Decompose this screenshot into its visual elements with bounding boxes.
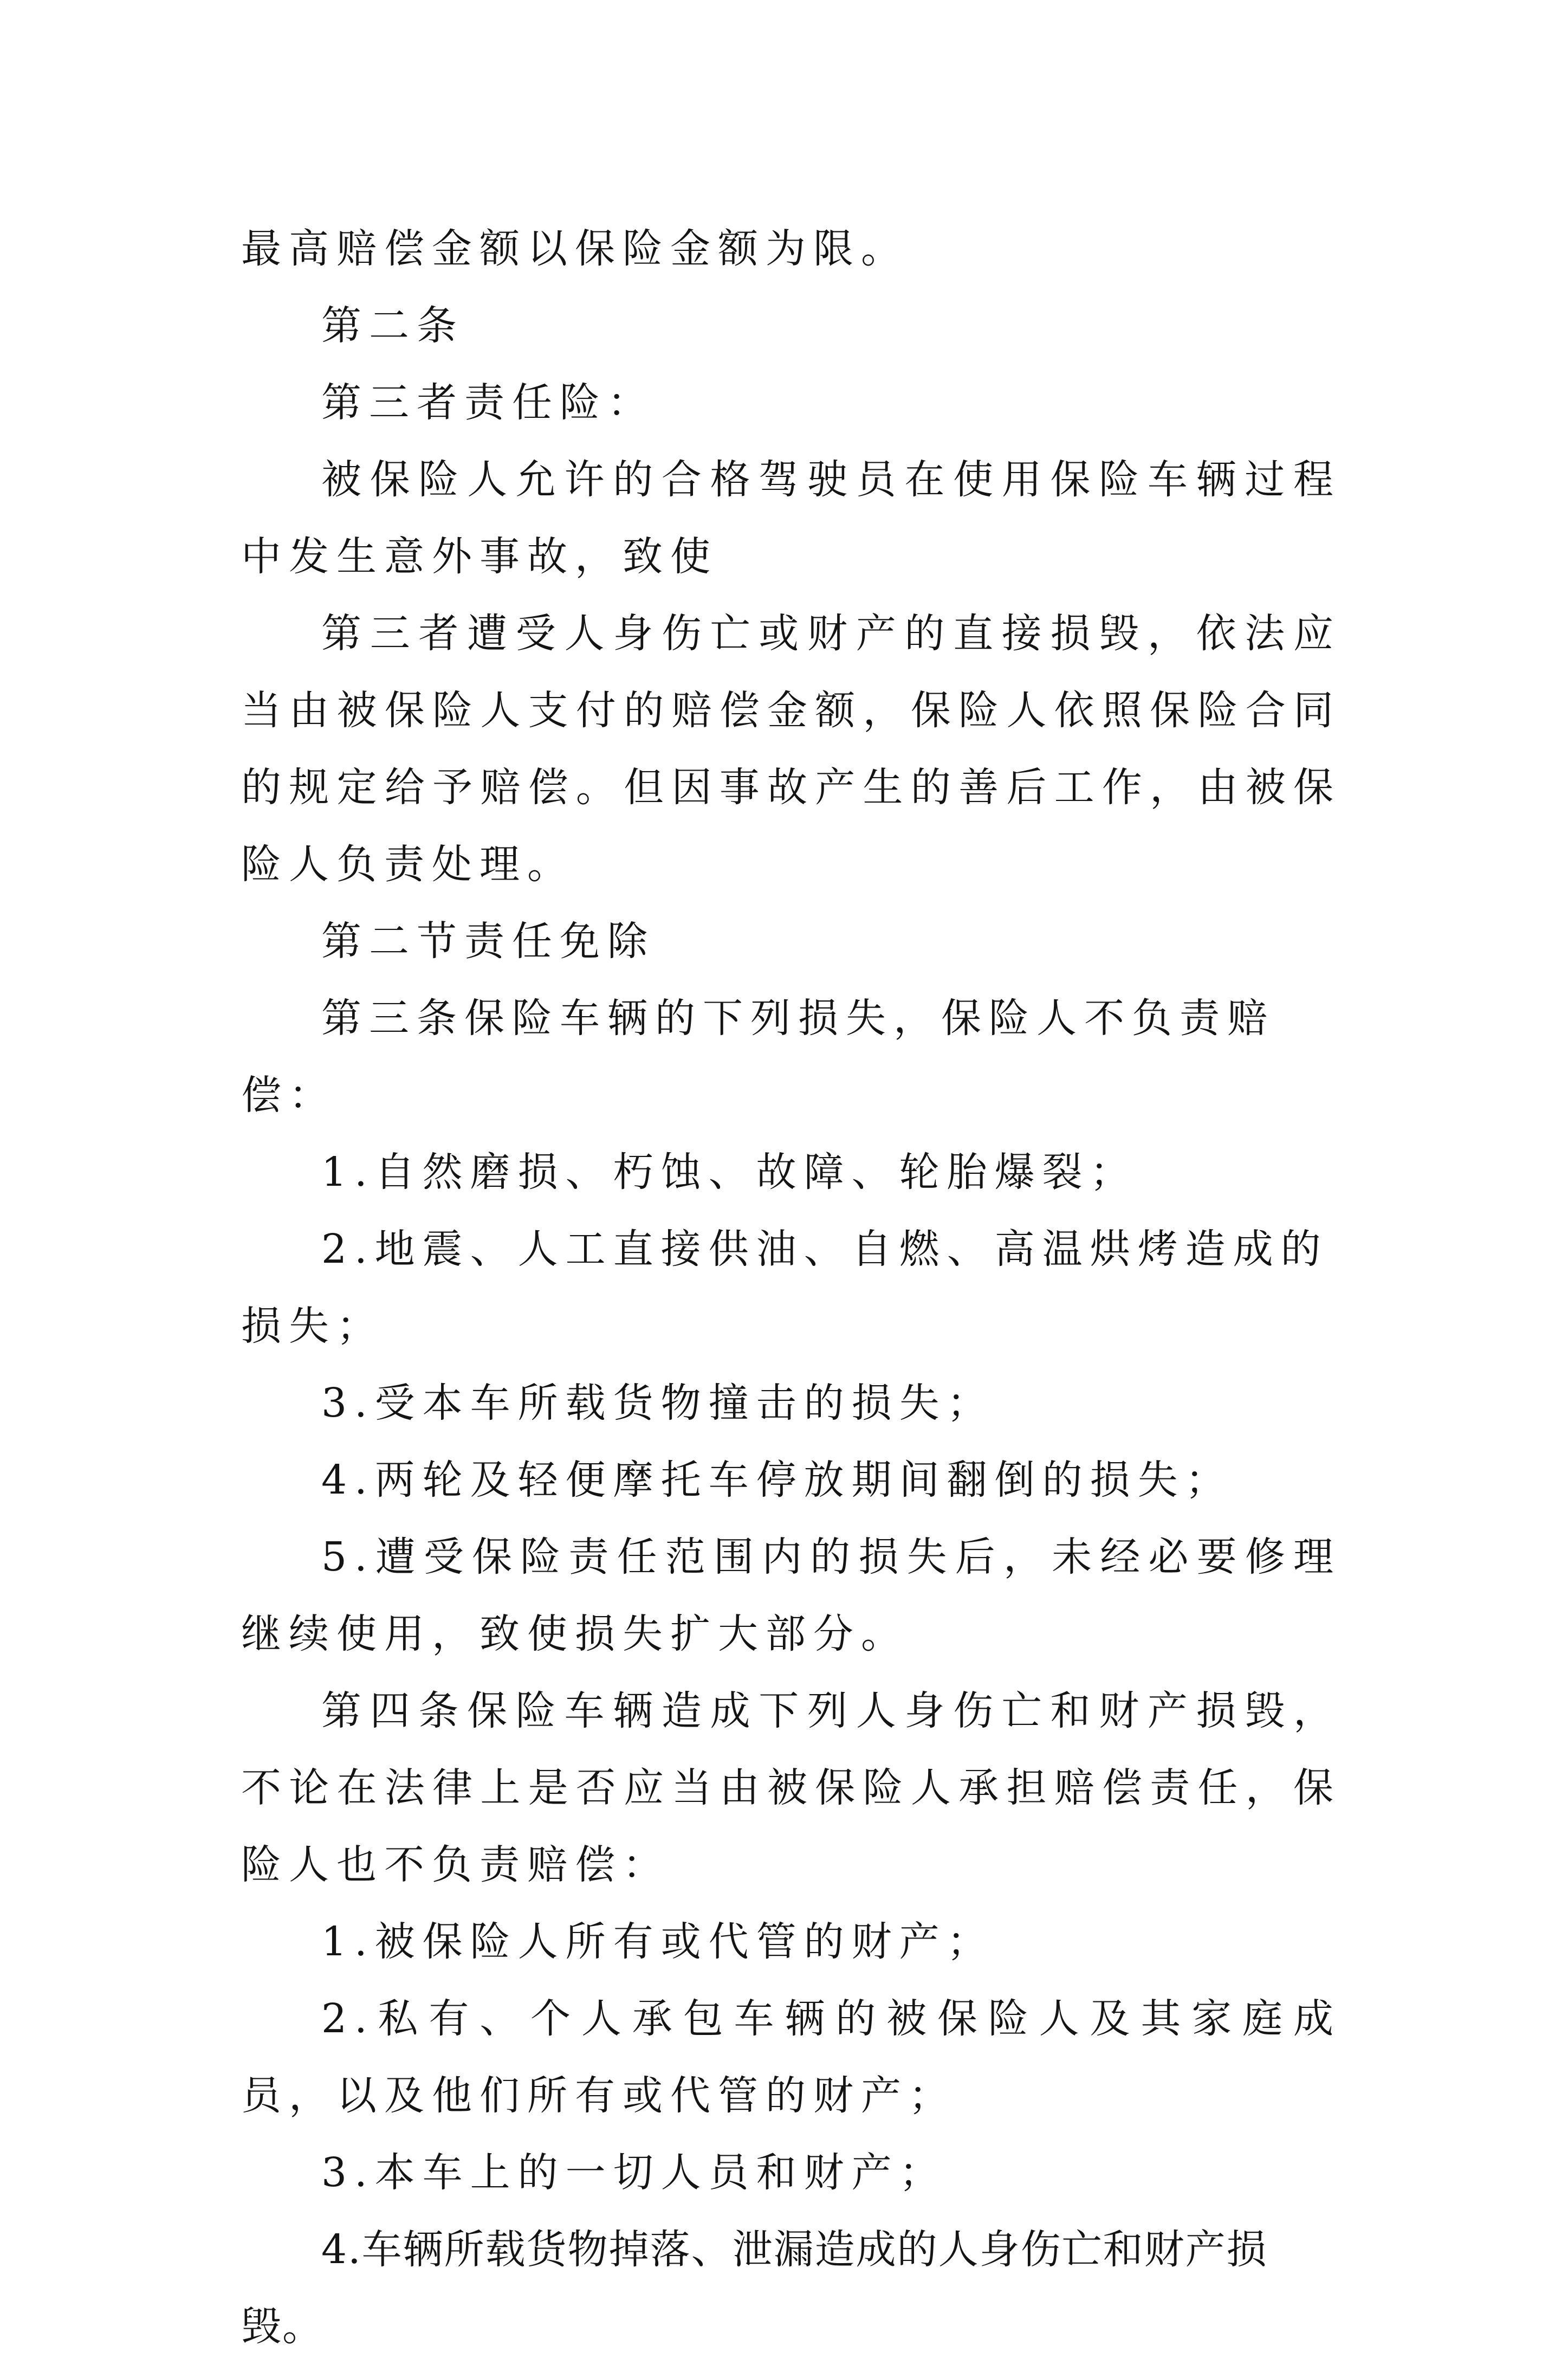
list-item-7: 2.私有、个人承包车辆的被保险人及其家庭成员，以及他们所有或代管的财产； — [241, 1995, 1341, 2119]
list-item-2: 2.地震、人工直接供油、自燃、高温烘烤造成的损失； — [241, 1226, 1329, 1349]
paragraph-7: 第三条保险车辆的下列损失，保险人不负责赔偿： — [241, 995, 1275, 1119]
list-item-6: 1.被保险人所有或代管的财产； — [321, 1918, 995, 1965]
list-item-8: 3.本车上的一切人员和财产； — [321, 2149, 947, 2196]
list-item-9: 4.车辆所载货物掉落、泄漏造成的人身伤亡和财产损毁。 — [241, 2226, 1268, 2350]
paragraph-2: 第二条 — [321, 302, 464, 349]
paragraph-1: 最高赔偿金额以保险金额为限。 — [241, 225, 909, 272]
list-item-5: 5.遭受保险责任范围内的损失后，未经必要修理继续使用，致使损失扩大部分。 — [241, 1534, 1341, 1657]
paragraph-6: 第二节责任免除 — [321, 918, 655, 965]
paragraph-8: 第四条保险车辆造成下列人身伤亡和财产损毁，不论在法律上是否应当由被保险人承担赔偿责任，保险人也不负责赔偿： — [241, 1688, 1341, 1888]
paragraph-3: 第三者责任险： — [321, 379, 655, 426]
paragraph-5: 第三者遭受人身伤亡或财产的直接损毁，依法应当由被保险人支付的赔偿金额，保险人依照保险合同的规定给予赔偿。但因事故产生的善后工作，由被保险人负责处理。 — [241, 610, 1341, 888]
document-page — [241, 210, 1341, 2365]
paragraph-4: 被保险人允许的合格驾驶员在使用保险车辆过程中发生意外事故，致使 — [241, 456, 1341, 580]
list-item-3: 3.受本车所载货物撞击的损失； — [321, 1380, 995, 1426]
list-item-1: 1.自然磨损、朽蚀、故障、轮胎爆裂； — [321, 1149, 1138, 1196]
list-item-4: 4.两轮及轻便摩托车停放期间翻倒的损失； — [321, 1457, 1233, 1503]
